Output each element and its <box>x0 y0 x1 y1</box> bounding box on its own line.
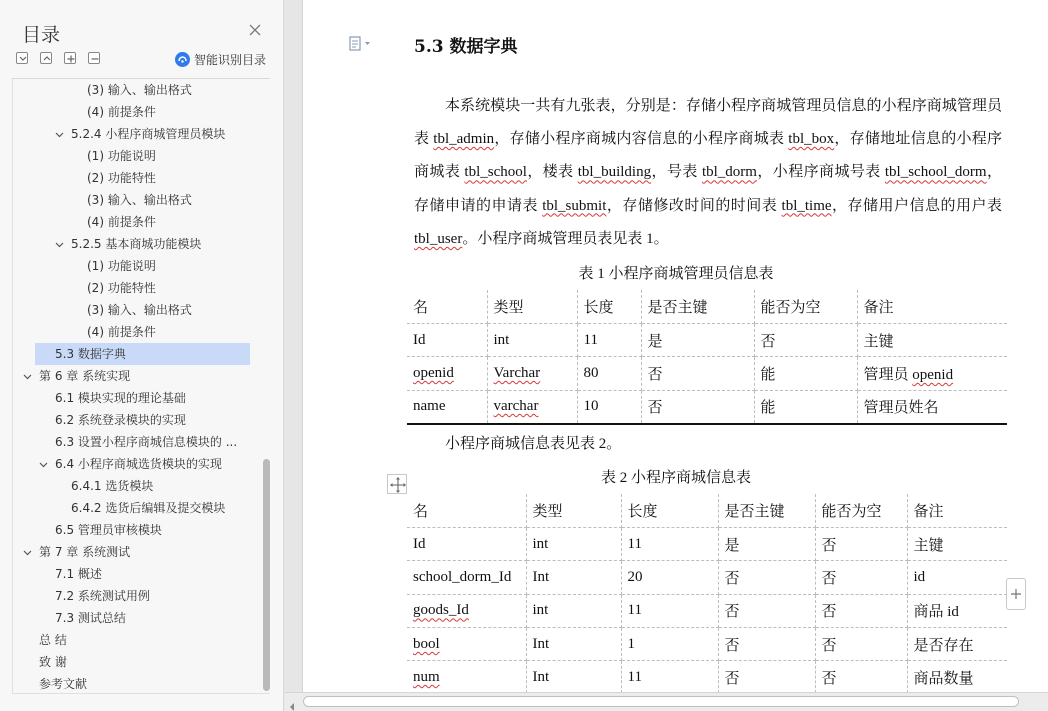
toc-item[interactable] <box>71 497 225 519</box>
toc-item[interactable] <box>87 101 156 123</box>
table-row <box>407 628 1007 661</box>
table-cell[interactable] <box>487 357 577 390</box>
cell-text: 11 <box>627 668 642 685</box>
chevron-down-icon[interactable] <box>39 460 48 469</box>
chevron-down-icon[interactable] <box>55 130 64 139</box>
cell-text: Id <box>413 535 426 552</box>
toc-item-label: 6.4.1 选货模块 <box>71 479 154 493</box>
cell-text: 否 <box>821 637 837 654</box>
column-header: 能否为空 <box>754 290 857 323</box>
toc-item[interactable] <box>55 607 126 629</box>
table-header-row <box>407 290 1007 323</box>
cell-text: 11 <box>583 331 598 348</box>
column-header: 是否主键 <box>718 494 815 527</box>
table-cell[interactable] <box>907 594 1007 627</box>
column-header: 是否主键 <box>641 290 754 323</box>
toc-item[interactable] <box>39 651 67 673</box>
table-cell[interactable] <box>857 357 1007 390</box>
cell-text: 否 <box>724 637 740 654</box>
table1-caption: 表 1 小程序商城管理员信息表 <box>578 266 774 282</box>
toc-item-label: 6.4 小程序商城选货模块的实现 <box>55 457 222 471</box>
chevron-down-icon[interactable] <box>55 240 64 249</box>
add-heading-icon[interactable] <box>64 52 76 64</box>
table-cell[interactable] <box>526 561 621 594</box>
cell-text: school_dorm_Id <box>413 568 512 585</box>
table-cell[interactable] <box>577 390 641 423</box>
table-cell[interactable] <box>754 323 857 356</box>
table-row <box>407 594 1007 627</box>
cell-text: 20 <box>627 568 643 585</box>
cell-text: Id <box>413 331 426 348</box>
toc-item[interactable] <box>55 453 222 475</box>
table-cell[interactable] <box>857 323 1007 356</box>
cell-text: 1 <box>627 635 635 652</box>
table-cell[interactable] <box>754 357 857 390</box>
toc-item[interactable] <box>71 233 201 255</box>
column-header: 长度 <box>577 290 641 323</box>
cell-text: 否 <box>724 670 740 687</box>
toc-item[interactable] <box>55 431 237 453</box>
cell-text: 主键 <box>913 537 944 554</box>
column-header: 名 <box>407 494 526 527</box>
table2-caption: 表 2 小程序商城信息表 <box>600 470 751 486</box>
table-cell[interactable] <box>621 594 718 627</box>
cell-text-part: openid <box>912 366 954 383</box>
toc-item-label: (2) 功能特性 <box>87 171 156 185</box>
toc-item-label: 5.2.5 基本商城功能模块 <box>71 237 202 251</box>
toc-item[interactable] <box>39 541 130 563</box>
cell-text: varchar <box>493 398 539 415</box>
column-header: 长度 <box>621 494 718 527</box>
toc-item-label: (2) 功能特性 <box>87 281 156 295</box>
cell-text: int <box>532 602 549 619</box>
table-cell[interactable] <box>907 527 1007 560</box>
table-move-icon[interactable] <box>387 474 407 494</box>
table-cell[interactable] <box>577 323 641 356</box>
table-cell[interactable] <box>621 561 718 594</box>
toc-header <box>0 0 284 74</box>
table-cell[interactable] <box>857 390 1007 423</box>
toc-item[interactable] <box>55 519 162 541</box>
toc-item-label: 参考文献 <box>39 677 88 691</box>
cell-text: 否 <box>647 400 663 417</box>
cell-text: 10 <box>583 398 599 415</box>
column-header: 名 <box>407 290 487 323</box>
collapse-all-icon[interactable] <box>16 52 28 64</box>
section-heading: 5.3 数据字典 <box>414 37 518 57</box>
toc-item[interactable] <box>55 387 186 409</box>
cell-text: 能 <box>760 400 776 417</box>
toc-item[interactable] <box>55 585 150 607</box>
table-row <box>407 527 1007 560</box>
cell-text: 商品数量 <box>913 670 974 687</box>
toc-item[interactable] <box>87 211 156 233</box>
table-cell[interactable] <box>407 527 526 560</box>
toc-item-label: (3) 输入、输出格式 <box>87 193 192 207</box>
table-cell[interactable] <box>815 527 907 560</box>
toc-item[interactable] <box>39 365 130 387</box>
table-cell[interactable] <box>407 323 487 356</box>
horizontal-scrollbar[interactable] <box>285 692 1048 711</box>
toc-title: 目录 <box>22 24 61 46</box>
cell-text: 管理员姓名 <box>863 400 939 417</box>
table-cell[interactable] <box>815 594 907 627</box>
toc-item-label: 第 6 章 系统实现 <box>39 369 131 383</box>
table-cell[interactable] <box>754 390 857 423</box>
table-cell[interactable] <box>621 628 718 661</box>
table-cell[interactable] <box>526 527 621 560</box>
toc-item-label: 6.1 模块实现的理论基础 <box>55 391 186 405</box>
document-area <box>285 0 1048 711</box>
toc-item[interactable] <box>87 277 156 299</box>
add-icon[interactable] <box>1006 578 1026 610</box>
toc-item[interactable] <box>87 299 192 321</box>
cell-text: 否 <box>724 570 740 587</box>
toc-item[interactable] <box>55 563 102 585</box>
toc-list <box>12 78 270 694</box>
cell-text: 是 <box>647 333 663 350</box>
cell-text: 是 <box>724 537 740 554</box>
cell-text: 11 <box>627 602 642 619</box>
toc-item[interactable] <box>87 79 192 101</box>
toc-item-label: 6.4.2 选货后编辑及提交模块 <box>71 501 226 515</box>
cell-text: 否 <box>821 537 837 554</box>
cell-text: 是否存在 <box>913 637 974 654</box>
toc-item-label: (4) 前提条件 <box>87 325 156 339</box>
cell-text: 能 <box>760 366 776 383</box>
toc-item[interactable] <box>87 189 192 211</box>
smart-toc-button[interactable] <box>175 50 266 68</box>
cell-text: 商品 id <box>913 604 959 621</box>
table-cell[interactable] <box>407 594 526 627</box>
toc-item-label: 5.2.4 小程序商城管理员模块 <box>71 127 226 141</box>
cell-text: int <box>493 331 510 348</box>
smart-toc-icon <box>175 52 190 67</box>
table-cell[interactable] <box>718 527 815 560</box>
cell-text: 11 <box>627 535 642 552</box>
toc-item-label: (4) 前提条件 <box>87 215 156 229</box>
table-cell[interactable] <box>621 527 718 560</box>
table-cell[interactable] <box>407 561 526 594</box>
toc-item[interactable] <box>39 629 67 651</box>
cell-text: Int <box>532 568 550 585</box>
toc-item[interactable] <box>87 255 156 277</box>
column-header: 备注 <box>857 290 1007 323</box>
toc-scrollbar[interactable] <box>263 79 270 694</box>
table-cell[interactable] <box>621 661 718 694</box>
table-row <box>407 323 1007 356</box>
toc-item-label: (1) 功能说明 <box>87 259 156 273</box>
remove-heading-icon[interactable] <box>88 52 100 64</box>
table-cell[interactable] <box>641 390 754 423</box>
toc-item[interactable] <box>39 673 87 694</box>
cell-text: 否 <box>647 366 663 383</box>
expand-all-icon[interactable] <box>40 52 52 64</box>
table-cell[interactable] <box>526 661 621 694</box>
horizontal-scrollbar-thumb[interactable] <box>303 696 1019 707</box>
toc-item-label: 5.3 数据字典 <box>55 347 126 361</box>
toc-item-label: 总 结 <box>39 633 67 647</box>
toc-item[interactable] <box>87 145 156 167</box>
table-cell[interactable] <box>815 561 907 594</box>
cell-text: Int <box>532 668 550 685</box>
cell-text-part: 管理员 <box>863 366 913 383</box>
table-cell[interactable] <box>815 661 907 694</box>
close-icon[interactable] <box>248 23 262 37</box>
cell-text: 否 <box>821 670 837 687</box>
table-cell[interactable] <box>526 628 621 661</box>
toc-item-label: 7.1 概述 <box>55 567 102 581</box>
table-cell[interactable] <box>407 357 487 390</box>
toc-item-label: 6.3 设置小程序商城信息模块的 ... <box>55 435 238 449</box>
mall-info-table <box>407 494 1007 695</box>
table-cell[interactable] <box>718 661 815 694</box>
admin-info-table <box>407 290 1007 425</box>
toc-item[interactable] <box>55 409 186 431</box>
table-cell[interactable] <box>641 323 754 356</box>
cell-text: 否 <box>724 604 740 621</box>
cell-text: 80 <box>583 364 599 381</box>
table-header-row <box>407 494 1007 527</box>
table-cell[interactable] <box>487 390 577 423</box>
toc-item[interactable] <box>87 321 156 343</box>
cell-text: 否 <box>760 333 776 350</box>
cell-text: goods_Id <box>413 602 469 619</box>
table-cell[interactable] <box>641 357 754 390</box>
toc-scrollbar-thumb[interactable] <box>263 459 270 691</box>
toc-item-label: 6.2 系统登录模块的实现 <box>55 413 186 427</box>
toc-item-label: 致 谢 <box>39 655 67 669</box>
toc-item-label: 7.2 系统测试用例 <box>55 589 150 603</box>
table-cell[interactable] <box>718 594 815 627</box>
toc-item-label: (4) 前提条件 <box>87 105 156 119</box>
cell-text: bool <box>413 635 440 652</box>
cell-text: 否 <box>821 570 837 587</box>
toc-panel <box>0 0 284 711</box>
table-row <box>407 357 1007 390</box>
toc-item[interactable] <box>71 123 225 145</box>
table-cell[interactable] <box>407 628 526 661</box>
cell-text: Varchar <box>493 364 541 381</box>
cell-text: id <box>913 568 926 585</box>
table-cell[interactable] <box>526 594 621 627</box>
table-cell[interactable] <box>487 323 577 356</box>
table-cell[interactable] <box>718 628 815 661</box>
table-cell[interactable] <box>407 390 487 423</box>
table2-intro: 小程序商城信息表见表 2。 <box>445 436 622 452</box>
scroll-left-icon[interactable] <box>287 697 297 707</box>
doc-menu-icon[interactable] <box>348 36 372 52</box>
table-row <box>407 661 1007 694</box>
table-cell[interactable] <box>577 357 641 390</box>
toc-item[interactable] <box>35 343 250 365</box>
table-cell[interactable] <box>407 661 526 694</box>
column-header: 类型 <box>526 494 621 527</box>
column-header: 能否为空 <box>815 494 907 527</box>
toc-item-label: 7.3 测试总结 <box>55 611 126 625</box>
toc-item[interactable] <box>71 475 153 497</box>
chevron-down-icon[interactable] <box>23 548 32 557</box>
intro-paragraph: 本系统模块一共有九张表，分别是：存储小程序商城管理员信息的小程序商城管理员表 tbl_admin，存储小程序商城内容信息的小程序商城表 tbl_box，存储地址信息的小程序商城表 tbl_school，楼表 tbl_building，号表 tbl_dorm，小程序商城号表 tbl_school_dorm，存储申请的申请表 tbl_submit，存储修改时间的时间表 tbl_time，存储用户信息的用户表 tbl_user。小程序商城管理员表见表 1。 <box>414 98 1002 247</box>
cell-text: num <box>413 668 440 685</box>
cell-text: int <box>532 535 549 552</box>
table-cell[interactable] <box>907 628 1007 661</box>
toc-item[interactable] <box>87 167 156 189</box>
smart-toc-label: 智能识别目录 <box>194 52 267 67</box>
table-cell[interactable] <box>907 661 1007 694</box>
toc-item-label: 第 7 章 系统测试 <box>39 545 131 559</box>
cell-text: Int <box>532 635 550 652</box>
document-page <box>302 0 1048 692</box>
cell-text: 否 <box>821 604 837 621</box>
toc-item-label: (1) 功能说明 <box>87 149 156 163</box>
table-row <box>407 561 1007 594</box>
toc-item-label: (3) 输入、输出格式 <box>87 303 192 317</box>
cell-text: openid <box>413 364 454 381</box>
table-cell[interactable] <box>815 628 907 661</box>
cell-text: 主键 <box>863 333 894 350</box>
toc-item-label: (3) 输入、输出格式 <box>87 83 192 97</box>
table-cell[interactable] <box>718 561 815 594</box>
chevron-down-icon[interactable] <box>23 372 32 381</box>
toc-item-label: 6.5 管理员审核模块 <box>55 523 162 537</box>
cell-text <box>864 367 954 383</box>
table-row <box>407 390 1007 423</box>
column-header: 备注 <box>907 494 1007 527</box>
cell-text: name <box>413 398 446 415</box>
column-header: 类型 <box>487 290 577 323</box>
table-cell[interactable] <box>907 561 1007 594</box>
